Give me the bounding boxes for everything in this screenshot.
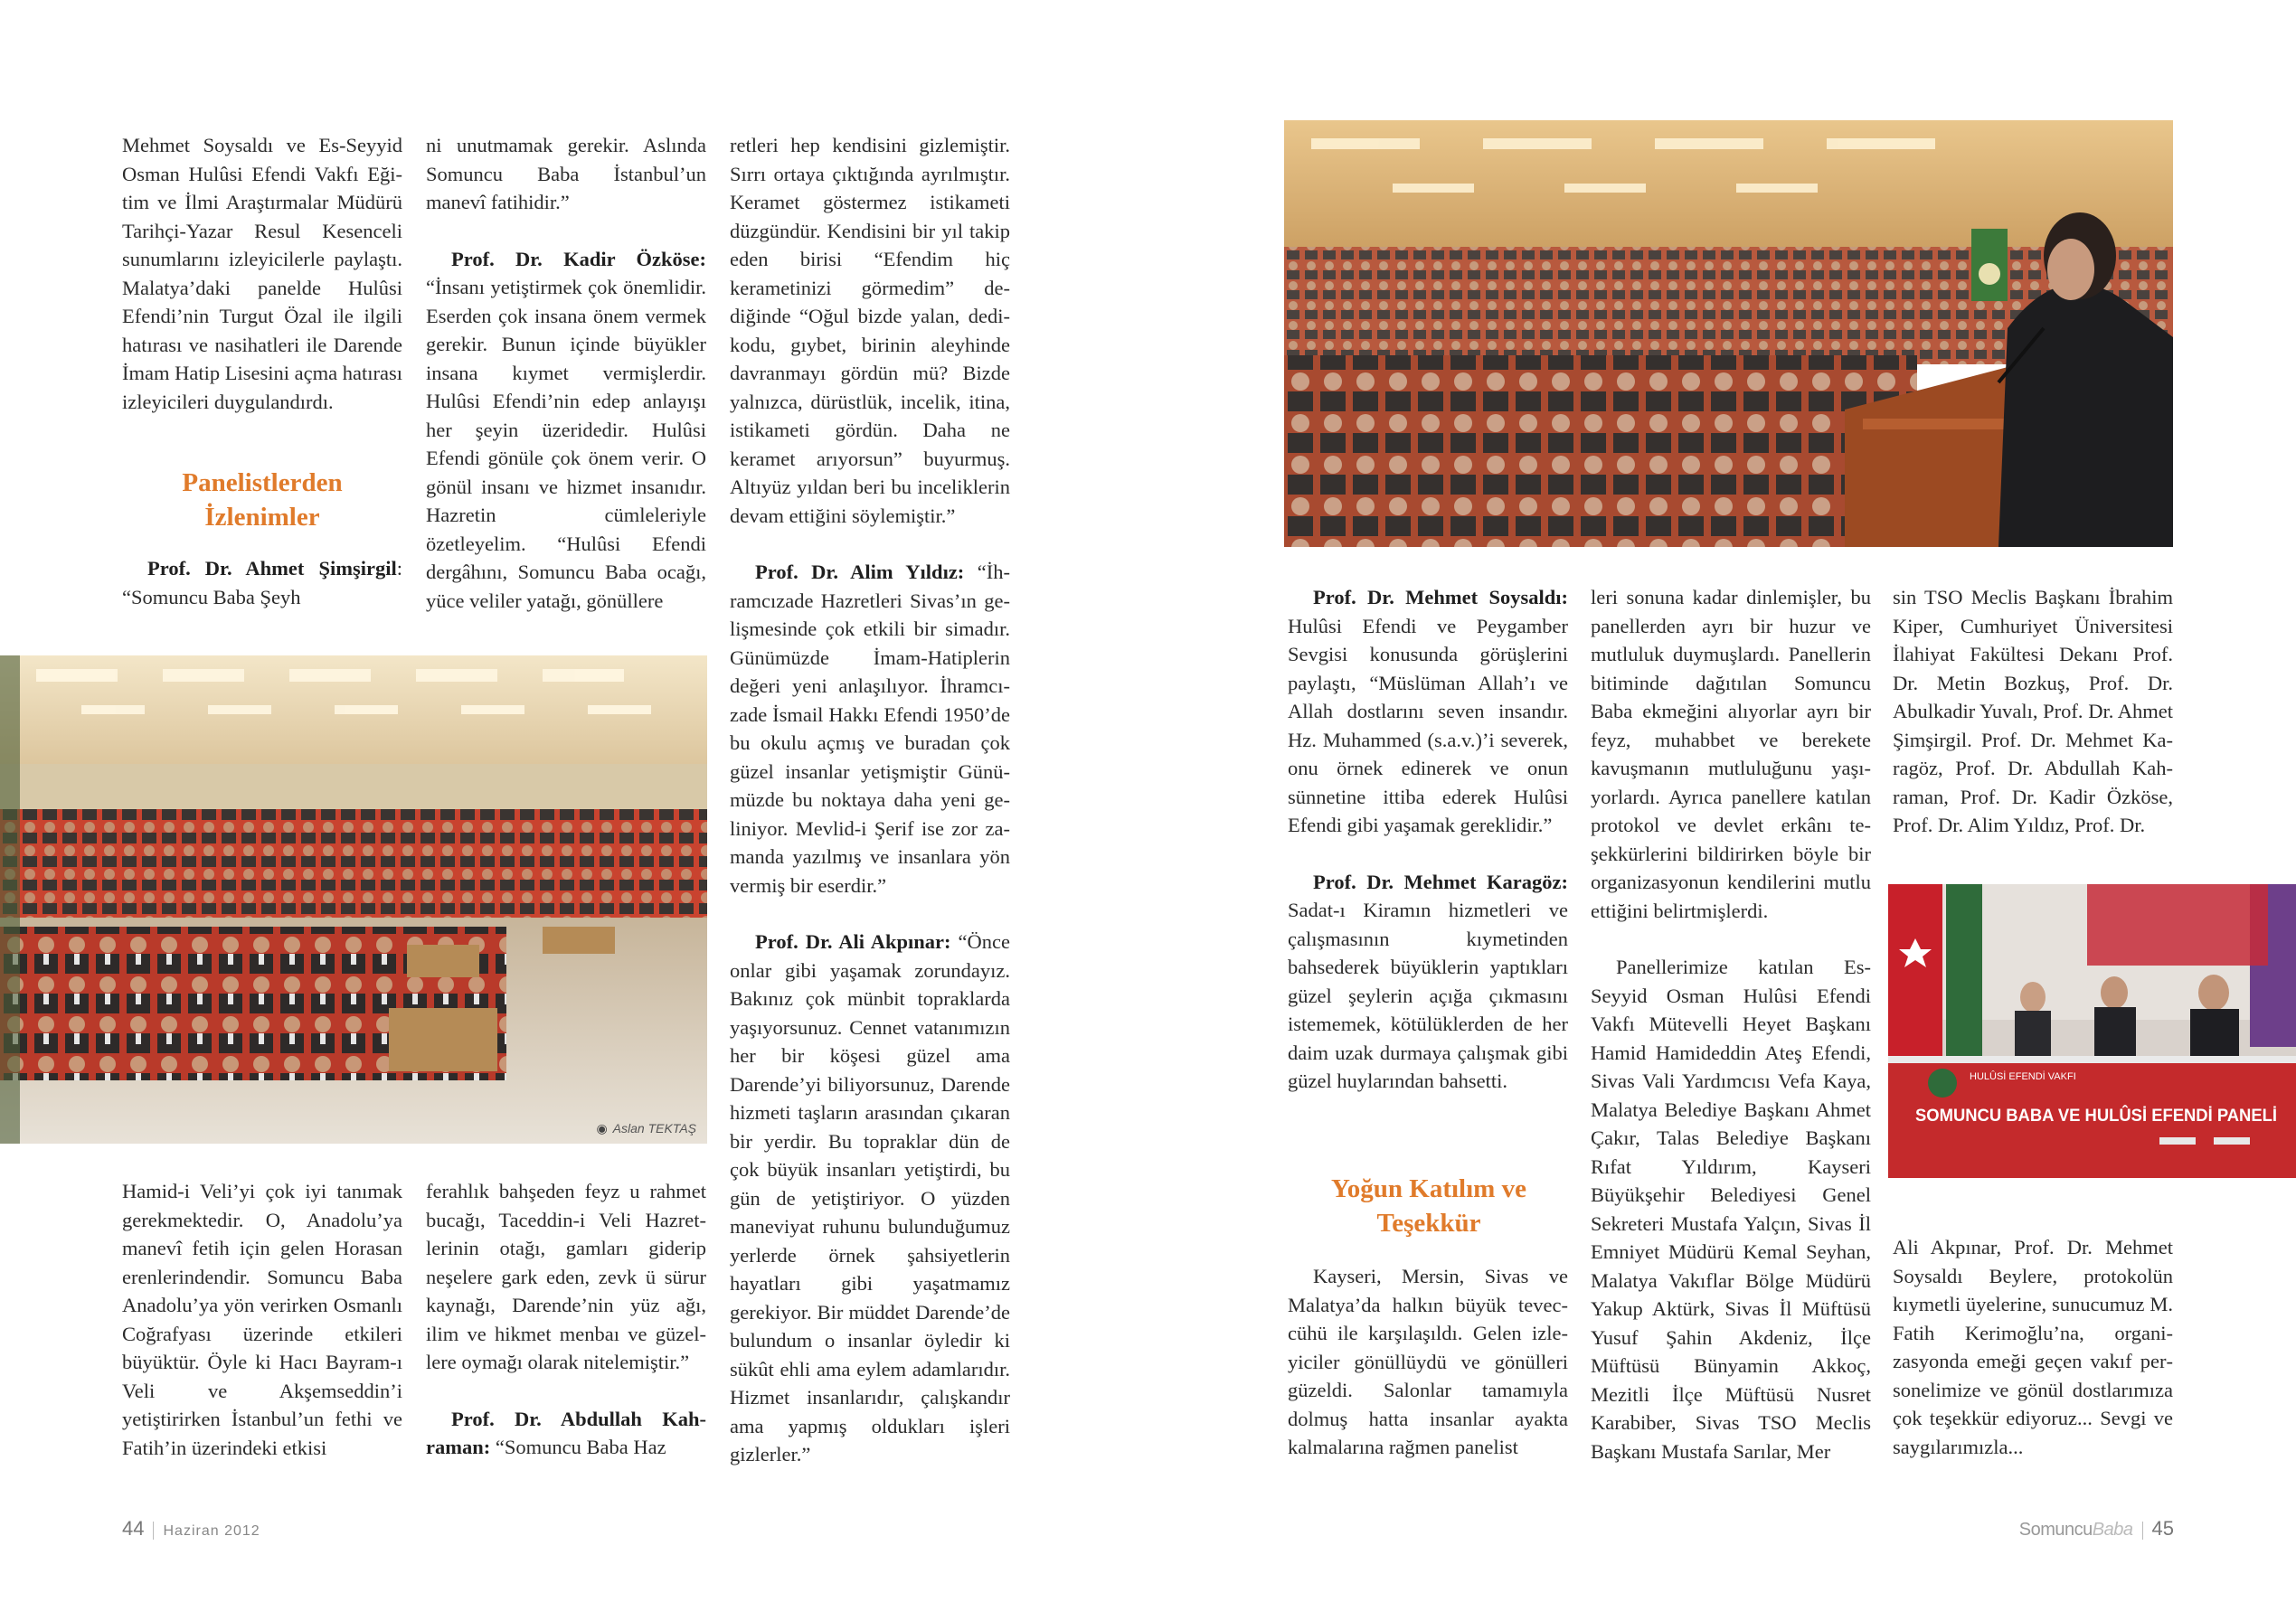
photo-credit xyxy=(596,1121,696,1136)
paragraph: sin TSO Meclis Başkanı İbrahim Kiper, Cumhuriyet Üniversitesi İlahiyat Fakültesi Dekanı Prof. Dr. Metin Bozkuş, Prof. Dr. Abulkadir Yuvalı, Prof. Dr. Ahmet Şimşirgil. Prof. Dr. Mehmet Karagöz, Prof. Dr. Abdullah Kahraman, Prof. Dr. Kadir Özköse, Prof. Dr. Alim Yıldız, Prof. Dr. xyxy=(1893,586,2173,836)
camera-icon: ◉ xyxy=(596,1121,608,1136)
paragraph xyxy=(426,1405,706,1462)
quote-text: “İnsanı yetiştirmek çok önemlidir. Eserden çok insana önem vermek gerekir. Bunun içinde büyükler insana kıymet vermişlerdir. Hulûsi Efendi’nin edep anlayışı her şeyin üzeridedir. Hulûsi Efendi gönüle çok önem verir. O gönül insanı ve hizmet insanıdır. Hazretin cümleleriyle özetleyelim. “Hulûsi Efendi dergâhını, Somuncu Baba ocağı, yüce veliler yatağı, gönüllere xyxy=(426,276,706,612)
left-col2-top xyxy=(426,131,706,615)
magazine-brand xyxy=(2019,1520,2133,1540)
quote-text: : “Somuncu Baba Şeyh xyxy=(122,557,402,608)
brand-part-2: Baba xyxy=(2092,1520,2133,1540)
paragraph xyxy=(1288,583,1568,840)
page-number: 45 xyxy=(2151,1517,2174,1540)
quote-text: Hulûsi Efendi ve Peygamber Sevgisi konusunda görüşlerini paylaştı, “Müslüman Allah’ı ve Allah dostlarını seven insandır. Hz. Muhammed (s.a.v.)’i severek, onu örnek edinerek ve onun sünnetine ittiba ederek Hulûsi Efendi gibi yaşamak gereklidir.” xyxy=(1288,614,1568,836)
quote-text: “Somuncu Baba Haz xyxy=(490,1436,666,1458)
speaker-name: Prof. Dr. Mehmet Soysaldı: xyxy=(1313,586,1568,608)
left-col1-bottom xyxy=(122,1177,402,1462)
panel-stage-photo xyxy=(1888,884,2296,1178)
paragraph: ferahlık bahşeden feyz u rahmet bucağı, Taceddin-i Veli Hazretlerinin otağı, gamları giderip neşelere gark eden, zevk ü sürur kaynağı, Darende’nin yüz ağı, ilim ve hikmet menbaı ve güzellere oymağı olarak nitelemiştir.” xyxy=(426,1180,706,1373)
quote-text: “İhramcızade Hazretleri Sivas’ın gelişmesinde çok etkili bir simadır. Günümüzde İmam-Hatiplerin değeri yeni anlaşılıyor. İhramcızade İsmail Hakkı Efendi 1950’de bu okulu açmış ve buradan çok güzel insanlar yetişmiştir Günümüzde bu noktaya daha yeni geliniyor. Mevlid-i Şerif ise zor zamanda yazılmış ve insanlara yön vermiş bir eserdir.” xyxy=(730,561,1010,897)
speaker-name: Prof. Dr. Ahmet Şimşirgil xyxy=(147,557,397,580)
left-col1-top xyxy=(122,131,402,416)
paragraph xyxy=(730,928,1010,1469)
paragraph xyxy=(122,554,402,611)
speaker-name: Prof. Dr. Abdullah Kahraman: xyxy=(426,1407,706,1458)
banner-small-text: HULÛSİ EFENDİ VAKFI xyxy=(1970,1071,2076,1082)
left-col2-bottom xyxy=(426,1177,706,1462)
quote-text: “Önce onlar gibi yaşamak zorundayız. Bakınız çok münbit topraklarda yaşıyorsunuz. Cennet vatanımızın her bir köşesi güzel ama Darende’yi biliyorsunuz, Darende hizmeti taşların arasından çıkaran bir yerdir. Bu topraklar dün de çok büyük insanları yetiştirdi, bu gün de yetiştiriyor. O yüzden maneviyat ruhunu bulunduğumuz yerlerde örnek şahsiyetlerin hayatları gibi yaşatmamız gerekiyor. Bir müddet Darende’de bulundum o insanlar öyledir ki sükût ehli ama eylem adamlarıdır. Hizmet insanlarıdır, çalışkandır ama yapmış oldukları işleri gizlerler.” xyxy=(730,930,1010,1465)
hall-photo-image xyxy=(1284,120,2173,547)
photo-credit-name: Aslan TEKTAŞ xyxy=(612,1121,696,1136)
paragraph: Hamid-i Veli’yi çok iyi tanımak gerekmektedir. O, Anadolu’ya manevî fetih için gelen Horasan erenlerindendir. Somuncu Baba Anadolu’ya yön verirken Osmanlı Coğrafyası üzerinde etkileri büyüktür. Öyle ki Hacı Bayram-ı Veli ve Akşemseddin’i yetiştirirken İstanbul’un fethi ve Fatih’in üzerindeki etkisi xyxy=(122,1180,402,1459)
paragraph: Ali Akpınar, Prof. Dr. Mehmet Soysaldı Beylere, protokolün kıymetli üyelerine, sunucumuz M. Fatih Kerimoğlu’na, organizasyonda emeği geçen vakıf personelimize ve gönül dostlarımıza çok teşekkür ediyoruz... Sevgi ve saygılarımızla... xyxy=(1893,1236,2173,1458)
paragraph: Kayseri, Mersin, Sivas ve Malatya’da halkın büyük teveccühü ile karşılaşıldı. Gelen izleyiciler gönüllüydü ve gönülleri güzeldi. Salonlar tamamıyla dolmuş hatta insanlar ayakta kalmalarına rağmen panelist xyxy=(1288,1265,1568,1458)
speaker-name: Prof. Dr. Kadir Özköse: xyxy=(451,247,706,270)
quote-text: Sadat-ı Kiramın hizmetleri ve çalışmasının kıymetinden bahsederek büyüklerin yaptıkları güzel şeylerin açığa çıkmasını istememek, kötülüklerden de her daim uzak durmaya çalışmak gibi güzel huylarından bahsetti. xyxy=(1288,899,1568,1092)
paragraph xyxy=(426,245,706,616)
brand-part-1: Somuncu xyxy=(2018,1520,2093,1540)
paragraph xyxy=(730,558,1010,900)
right-col2 xyxy=(1591,583,1871,1465)
banner-title-text: SOMUNCU BABA VE HULÛSİ EFENDİ PANELİ xyxy=(1915,1107,2289,1126)
audience-photo-image xyxy=(0,655,707,1144)
section-heading-participation: Yoğun Katılım ve Teşekkür xyxy=(1331,1174,1526,1238)
right-col1-bottom xyxy=(1288,1262,1568,1462)
panel-photo-image xyxy=(1888,884,2296,1178)
speaker-name: Prof. Dr. Ali Akpınar: xyxy=(755,930,951,953)
left-col3 xyxy=(730,131,1010,1469)
paragraph: leri sonuna kadar dinlemişler, bu panellerden ayrı bir huzur ve mutluluk duymuşlardı. Panellerin bitiminde dağıtılan Somuncu Baba ekmeğini alıyorlar ayrı bir feyz, muhabbet ve berekete kavuşmanın mutluluğunu yaşıyorlardı. Ayrıca panellere katılan protokol ve devlet erkânı teşekkürlerini bildirirken böyle bir organizasyonun kendilerini mutlu ettiğini belirtmişlerdi. xyxy=(1591,586,1871,922)
right-col3-top xyxy=(1893,583,2173,840)
divider xyxy=(153,1522,154,1540)
paragraph: ni unutmamak gerekir. Aslında Somuncu Baba İstanbul’un manevî fatihidir.” xyxy=(426,134,706,213)
right-folio xyxy=(2019,1517,2174,1541)
right-col3-bottom xyxy=(1893,1233,2173,1461)
speaker-name: Prof. Dr. Mehmet Karagöz: xyxy=(1313,870,1568,893)
hall-speaker-photo xyxy=(1284,120,2173,547)
left-col1-mid xyxy=(122,554,402,611)
section-heading-panelists: Panelistlerden İzlenimler xyxy=(182,468,343,532)
speaker-name: Prof. Dr. Alim Yıldız: xyxy=(755,561,965,583)
page-number: 44 xyxy=(122,1517,145,1540)
paragraph xyxy=(1288,868,1568,1096)
paragraph: Mehmet Soysaldı ve Es-Seyyid Osman Hulûsi Efendi Vakfı Eğitim ve İlmi Araştırmalar Müdürü Tarihçi-Yazar Resul Kesenceli sunumlarını izleyicilerle paylaştı. Malatya’daki panelde Hulûsi Efendi’nin Turgut Özal ile ilgili hatırası ve nasihatleri ile Darende İmam Hatip Lisesini açma hatırası izleyicileri duygulandırdı. xyxy=(122,134,402,413)
issue-date: Haziran 2012 xyxy=(163,1523,260,1539)
audience-hall-photo xyxy=(0,655,707,1144)
divider xyxy=(2142,1522,2143,1540)
paragraph: Panellerimize katılan Es-Seyyid Osman Hulûsi Efendi Vakfı Mütevelli Heyet Başkanı Hamid Hamideddin Ateş Efendi, Sivas Vali Yardımcısı Vefa Kaya, Malatya Belediye Başkanı Ahmet Çakır, Talas Belediye Başkanı Rıfat Yıldırım, Kayseri Büyükşehir Belediyesi Genel Sekreteri Mustafa Yalçın, Sivas İl Emniyet Müdürü Kemal Seyhan, Malatya Vakıflar Bölge Müdürü Yakup Aktürk, Sivas İl Müftüsü Yusuf Şahin Akdeniz, İlçe Müftüsü Bünyamin Akkoç, Mezitli İlçe Müftüsü Nusret Karabiber, Sivas TSO Meclis Başkanı Mustafa Sarılar, Mer xyxy=(1591,956,1871,1463)
left-folio xyxy=(122,1517,260,1541)
paragraph: retleri hep kendisini gizlemiştir. Sırrı ortaya çıktığında ayrılmıştır. Keramet göstermez istikameti düzgündür. Kendisini bir yıl takip eden birisi “Efendim hiç kerametinizi görmedim” dediğinde “Oğul bizde yalan, dedikodu, gıybet, birinin aleyhinde davranmayı gördün mü? Bizde yalnızca, dürüstlük, incelik, itina, istikameti gördün. Daha ne keramet arıyorsun” buyurmuş. Altıyüz yıldan beri bu inceliklerin devam ettiğini söylemiştir.” xyxy=(730,134,1010,527)
right-col1 xyxy=(1288,583,1568,1096)
